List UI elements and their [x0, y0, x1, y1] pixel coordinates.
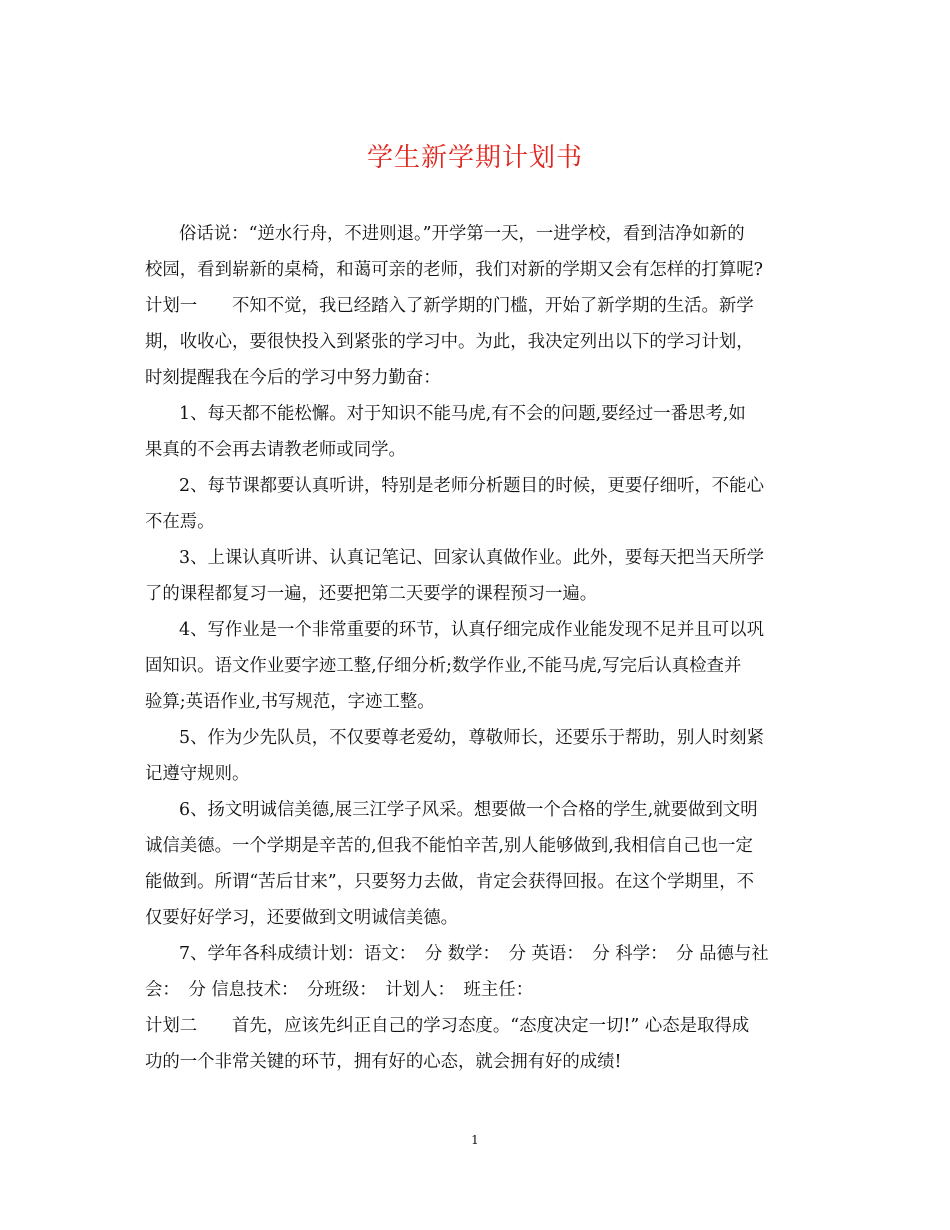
list-item-line: 5、作为少先队员，不仅要尊老爱幼，尊敬师长，还要乐于帮助，别人时刻紧 [179, 728, 764, 748]
list-item-line: 6、扬文明诚信美德,展三江学子风采。想要做一个合格的学生,就要做到文明 [179, 800, 758, 820]
list-item-line: 记遵守规则。 [145, 764, 250, 784]
list-item-line: 仅要好好学习，还要做到文明诚信美德。 [145, 908, 459, 928]
list-item-line: 果真的不会再去请教老师或同学。 [145, 440, 406, 460]
list-item-line: 验算;英语作业,书写规范，字迹工整。 [145, 692, 435, 712]
paragraph-line: 计划一 不知不觉，我已经踏入了新学期的门槛，开始了新学期的生活。新学 [145, 296, 754, 316]
paragraph-line: 校园，看到崭新的桌椅，和蔼可亲的老师，我们对新的学期又会有怎样的打算呢? [145, 260, 763, 280]
list-item-line: 了的课程都复习一遍，还要把第二天要学的课程预习一遍。 [145, 584, 598, 604]
list-item-line: 不在焉。 [145, 512, 215, 532]
list-item-line: 1、每天都不能松懈。对于知识不能马虎,有不会的问题,要经过一番思考,如 [179, 404, 746, 424]
paragraph-line: 俗话说：“逆水行舟，不进则退。”开学第一天，一进学校，看到洁净如新的 [179, 224, 745, 244]
list-item-line: 会： 分 信息技术： 分班级： 计划人： 班主任： [145, 980, 534, 1000]
list-item-line: 诚信美德。一个学期是辛苦的,但我不能怕辛苦,别人能够做到,我相信自己也一定 [145, 836, 753, 856]
list-item-line: 2、每节课都要认真听讲，特别是老师分析题目的时候，更要仔细听，不能心 [179, 476, 764, 496]
page-number: 1 [471, 1133, 479, 1147]
paragraph-line: 时刻提醒我在今后的学习中努力勤奋： [145, 368, 441, 388]
list-item-line: 固知识。语文作业要字迹工整,仔细分析;数学作业,不能马虎,写完后认真检查并 [145, 656, 742, 676]
list-item-line: 3、上课认真听讲、认真记笔记、回家认真做作业。此外，要每天把当天所学 [179, 548, 764, 568]
paragraph-line: 功的一个非常关键的环节，拥有好的心态，就会拥有好的成绩! [145, 1052, 622, 1072]
paragraph-line: 计划二 首先，应该先纠正自己的学习态度。“态度决定一切!” 心态是取得成 [145, 1016, 750, 1036]
list-item-line: 4、写作业是一个非常重要的环节，认真仔细完成作业能发现不足并且可以巩 [179, 620, 764, 640]
list-item-line: 7、学年各科成绩计划：语文： 分 数学： 分 英语： 分 科学： 分 品德与社 [179, 944, 769, 964]
list-item-line: 能做到。所谓“苦后甘来”，只要努力去做，肯定会获得回报。在这个学期里，不 [145, 872, 755, 892]
document-title: 学生新学期计划书 [366, 143, 583, 173]
paragraph-line: 期，收收心，要很快投入到紧张的学习中。为此，我决定列出以下的学习计划， [145, 332, 754, 352]
